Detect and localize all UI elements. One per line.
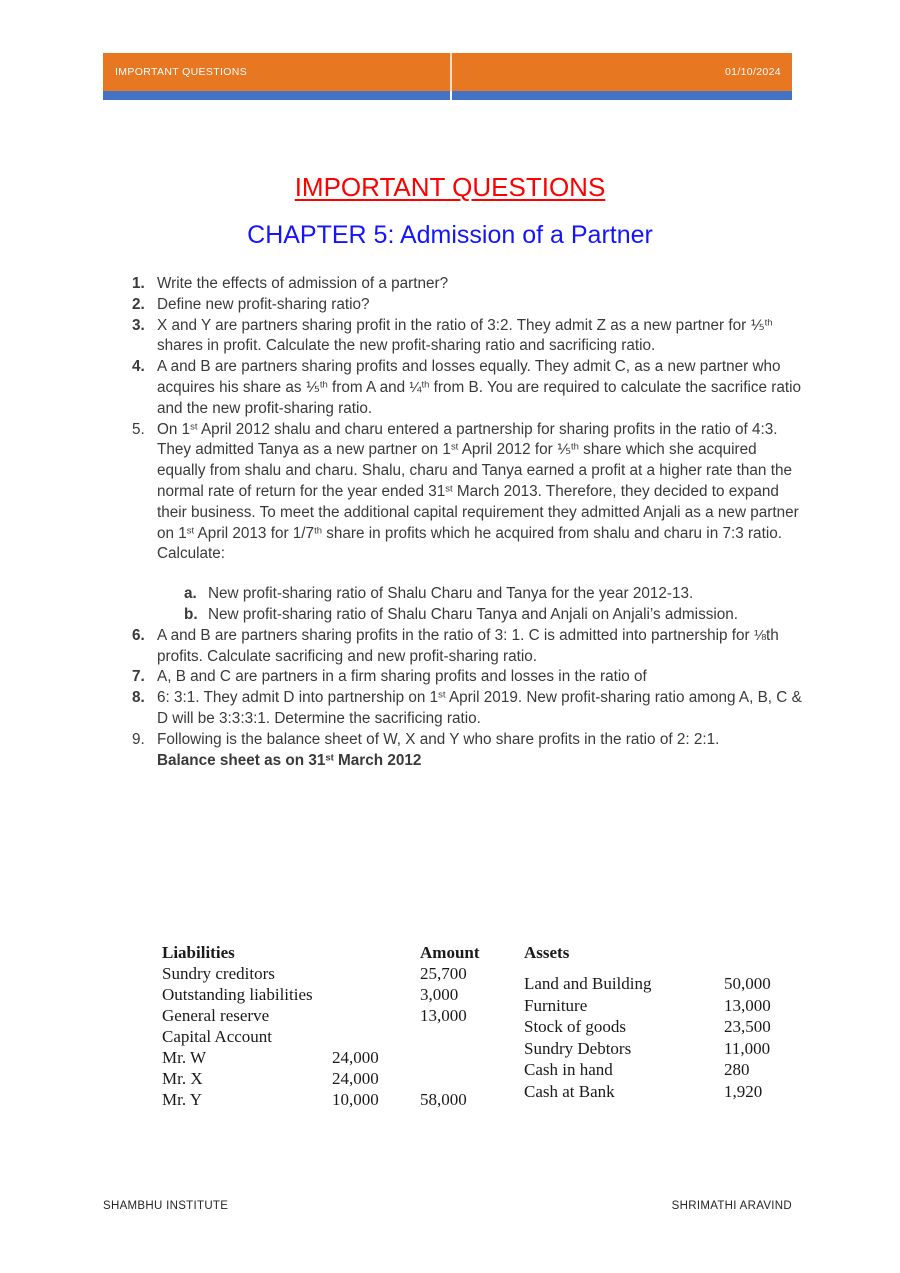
fraction-glyph: ¼ (409, 379, 422, 396)
list-item (132, 626, 804, 668)
row-label: Stock of goods (524, 1017, 626, 1036)
ordinal-suffix: st (325, 751, 334, 763)
header-date: 01/10/2024 (724, 66, 781, 78)
row-amount: 280 (724, 1060, 750, 1079)
header-divider (450, 53, 452, 91)
table-row (162, 1068, 524, 1089)
text-segment: April 2012 for (458, 441, 557, 459)
list-item-text: Write the effects of admission of a partner? (157, 275, 449, 292)
row-sub-amount (332, 984, 420, 1005)
list-item-number: 2. (132, 295, 145, 313)
table-row (162, 984, 524, 1005)
row-label: Sundry Debtors (524, 1038, 632, 1058)
list-item (132, 274, 804, 295)
sub-list-item (184, 605, 804, 626)
list-item-number: 3. (132, 316, 145, 334)
text-segment: March 2013. Therefore, they decided to expand their business. To meet the additional capital requirement they admitted Anjali as a new partner on 1 (157, 482, 799, 542)
table-row (524, 995, 844, 1017)
sub-list-item-text: New profit-sharing ratio of Shalu Charu Tanya and Anjali on Anjali’s admission. (208, 605, 739, 623)
column-header-amount: Amount (420, 943, 480, 962)
text-segment: April 2019. New profit-sharing ratio among A, B, C & D will be 3:3:3:1. Determine the sacrificing ratio. (157, 689, 802, 727)
row-label: Land and Building (524, 974, 652, 993)
row-amount: 50,000 (724, 974, 771, 993)
text-segment: April 2013 for 1/7 (194, 524, 315, 542)
text-segment: March 2012 (333, 751, 422, 769)
question-list (132, 274, 804, 771)
page-footer (103, 1200, 792, 1212)
text-segment: A and B are partners sharing profits and losses equally. They admit C, as a new partner who acquires his share as (157, 358, 781, 396)
row-label: Furniture (524, 995, 588, 1015)
row-label: General reserve (162, 1006, 270, 1025)
ordinal-suffix: th (571, 441, 579, 453)
list-item-number: 1. (132, 275, 145, 292)
ordinal-suffix: st (445, 483, 453, 495)
row-amount (420, 1047, 520, 1068)
text-segment: A and B are partners sharing profits in the ratio of 3: 1. C is admitted into partnership for (157, 626, 754, 644)
header-title: IMPORTANT QUESTIONS (115, 66, 248, 78)
ordinal-suffix: st (438, 689, 446, 701)
list-item-text (157, 357, 804, 419)
row-amount: 58,000 (420, 1090, 467, 1109)
row-amount: 25,700 (420, 964, 467, 983)
text-segment: th profits. Calculate sacrificing and new profit-sharing ratio. (157, 626, 779, 665)
row-sub-amount: 24,000 (332, 1048, 379, 1067)
list-item (132, 730, 804, 751)
row-amount: 3,000 (420, 985, 459, 1004)
row-label: Capital Account (162, 1027, 273, 1046)
text-segment: X and Y are partners sharing profit in the ratio of 3:2. They admit Z as a new partner for (157, 316, 751, 334)
table-row (524, 1059, 844, 1081)
row-sub-amount: 10,000 (332, 1090, 379, 1109)
fraction-glyph: ⅛ (753, 627, 767, 644)
list-item-number: 7. (132, 668, 145, 686)
sub-list-item-number: a. (184, 585, 197, 603)
table-row (162, 963, 524, 984)
fraction-glyph: ⅕ (556, 442, 572, 459)
list-item-text (157, 316, 804, 358)
page-title: IMPORTANT QUESTIONS (294, 172, 606, 202)
row-label: Cash in hand (524, 1060, 613, 1079)
table-row (524, 973, 844, 995)
list-item (132, 357, 804, 419)
list-item (132, 295, 804, 316)
column-header-spacer (332, 942, 420, 963)
list-item-text (157, 626, 804, 668)
table-row (162, 1026, 524, 1047)
fraction-glyph: ⅕ (305, 379, 320, 396)
table-row (162, 1047, 524, 1068)
liabilities-column (162, 942, 524, 1110)
table-row (162, 1089, 524, 1110)
table-row (162, 1005, 524, 1026)
ordinal-suffix: st (186, 525, 195, 537)
list-item-text (157, 420, 804, 545)
row-amount (420, 1068, 520, 1089)
ordinal-suffix: th (319, 379, 328, 391)
row-label: Mr. X (162, 1069, 203, 1088)
row-sub-amount: 24,000 (332, 1069, 379, 1088)
list-item (132, 688, 804, 730)
text-segment: from A and (327, 378, 410, 396)
page-header (103, 53, 792, 100)
calculate-label: Calculate: (157, 545, 226, 563)
sub-list-item-text: New profit-sharing ratio of Shalu Charu and Tanya for the year 2012-13. (208, 585, 694, 603)
sub-list (184, 584, 804, 626)
header-accent-rule (103, 91, 792, 100)
ordinal-suffix: th (764, 317, 773, 329)
ordinal-suffix: st (190, 421, 198, 433)
row-label: Mr. W (162, 1048, 207, 1067)
header-rule-gap (450, 91, 452, 100)
row-label: Mr. Y (162, 1090, 202, 1109)
row-label: Sundry creditors (162, 964, 275, 983)
sub-list-item (184, 584, 804, 605)
ordinal-suffix: th (314, 525, 322, 537)
table-header-row (162, 942, 524, 963)
row-label: Outstanding liabilities (162, 985, 313, 1004)
row-amount: 23,500 (724, 1017, 771, 1036)
list-item (132, 667, 804, 688)
list-item-number: 8. (132, 689, 145, 707)
column-header-liabilities: Liabilities (162, 943, 235, 962)
table-row (524, 1081, 844, 1103)
list-item (132, 420, 804, 545)
row-sub-amount (332, 1026, 420, 1047)
balance-sheet-table (162, 942, 852, 1110)
assets-column (524, 942, 844, 1110)
row-label: Cash at Bank (524, 1081, 615, 1101)
text-segment: shares in profit. Calculate the new profit-sharing ratio and sacrificing ratio. (157, 337, 656, 355)
row-amount: 11,000 (724, 1038, 771, 1058)
row-amount (420, 1026, 520, 1047)
ordinal-suffix: th (421, 379, 430, 391)
list-item-number: 5. (132, 420, 145, 438)
table-row (524, 1016, 844, 1038)
list-item-text: Following is the balance sheet of W, X and Y who share profits in the ratio of 2: 2:1. (157, 730, 720, 748)
text-segment: Balance sheet as on 31 (157, 751, 326, 769)
page-subtitle: CHAPTER 5: Admission of a Partner (247, 221, 653, 249)
list-item-text (157, 688, 804, 730)
sub-list-item-number: b. (184, 605, 198, 623)
list-item-number: 9. (132, 730, 145, 748)
header-bar (103, 53, 792, 91)
fraction-glyph: ⅕ (750, 317, 765, 334)
list-item-text: Define new profit-sharing ratio? (157, 295, 370, 313)
footer-left-text: SHAMBHU INSTITUTE (103, 1200, 229, 1212)
row-sub-amount (332, 963, 420, 984)
footer-right-text: SHRIMATHI ARAVIND (671, 1200, 792, 1212)
text-segment: 6: 3:1. They admit D into partnership on 1 (157, 689, 439, 707)
row-amount: 13,000 (724, 995, 771, 1015)
column-header-assets: Assets (524, 943, 570, 962)
ordinal-suffix: st (450, 441, 459, 453)
list-item-number: 6. (132, 626, 145, 644)
table-row (524, 1038, 844, 1060)
text-segment: April 2012 shalu and charu entered a partnership for sharing profits in the ratio of 4:3. They admitted Tanya as a new partner on 1 (157, 420, 778, 459)
list-item-number: 4. (132, 358, 145, 376)
row-sub-amount (332, 1005, 420, 1026)
balance-sheet-heading (157, 751, 804, 772)
text-segment: from B. You are required to calculate the sacrifice ratio and the new profit-sharing ratio. (157, 378, 802, 417)
text-segment: share in profits which he acquired from shalu and charu in 7:3 ratio. (321, 524, 782, 542)
text-segment: On 1 (157, 420, 191, 438)
text-segment: share which she acquired equally from shalu and charu. Shalu, charu and Tanya earned a profit at a higher rate than the normal rate of return for the year ended 31 (157, 441, 792, 500)
row-amount: 13,000 (420, 1006, 467, 1025)
list-item-text: A, B and C are partners in a firm sharing profits and losses in the ratio of (157, 668, 647, 686)
row-amount: 1,920 (724, 1081, 763, 1101)
list-item (132, 316, 804, 358)
